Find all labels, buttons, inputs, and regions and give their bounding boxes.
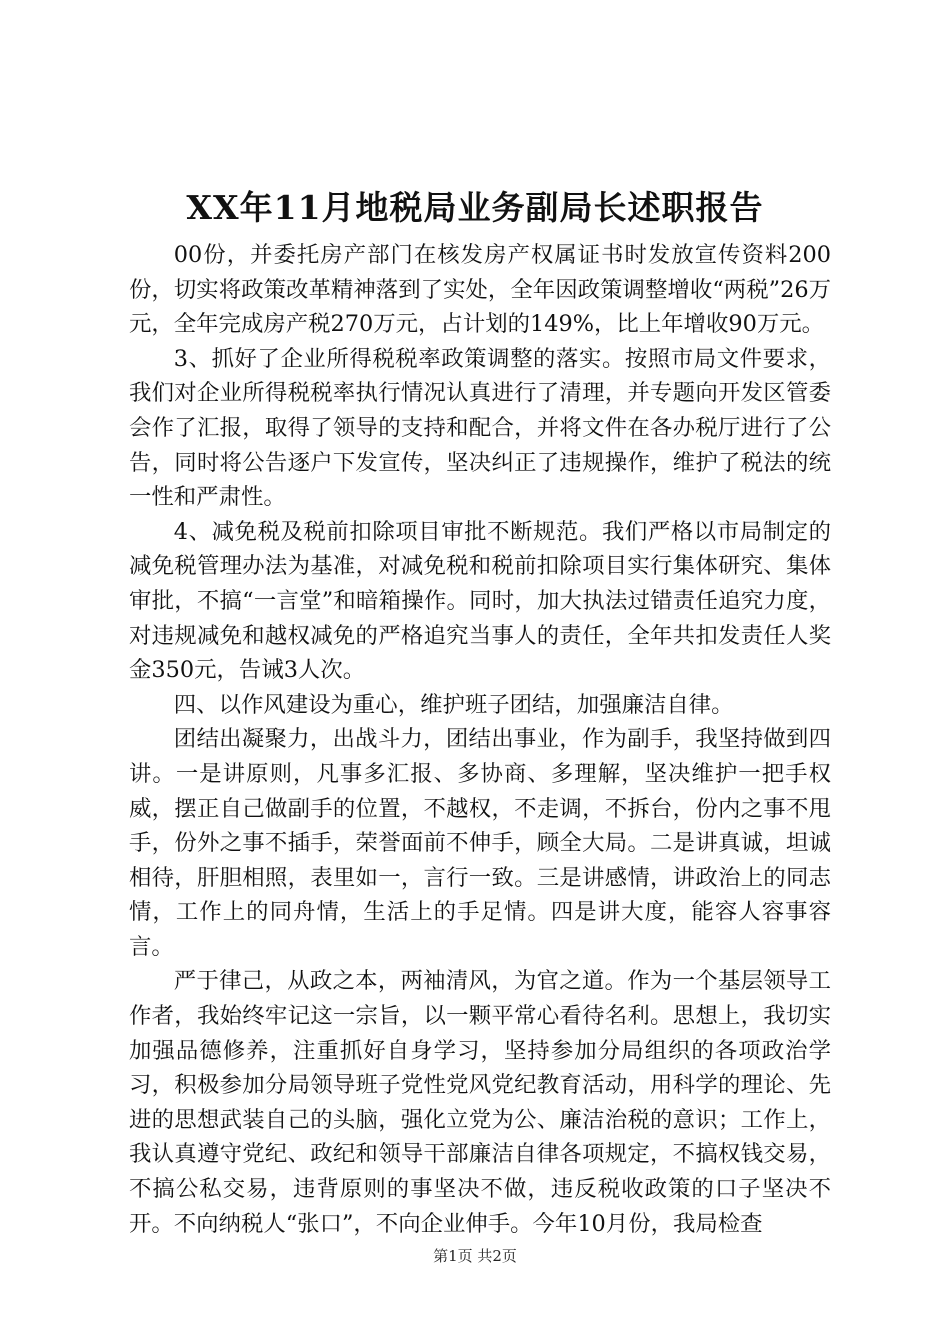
paragraph-self-discipline: 严于律己，从政之本，两袖清风，为官之道。作为一个基层领导工作者，我始终牢记这一宗旨，以一颗平常心看待名利。思想上，我切实加强品德修养，注重抓好自身学习，坚持参加分局组织的各项政治学习，积极参加分局领导班子党性党风党纪教育活动，用科学的理论、先进的思想武装自己的头脑，强化立党为公、廉洁治税的意识；工作上，我认真遵守党纪、政纪和领导干部廉洁自律各项规定，不搞权钱交易，不搞公私交易，违背原则的事坚决不做，违反税收政策的口子坚决不开。不向纳税人“张口”，不向企业伸手。今年10月份，我局检查 — [129, 968, 831, 1237]
paragraph-corporate-tax: 3、抓好了企业所得税税率政策调整的落实。按照市局文件要求，我们对企业所得税税率执行情况认真进行了清理，并专题向开发区管委会作了汇报，取得了领导的支持和配合，并将文件在各办税厅进行了公告，同时将公告逐户下发宣传，坚决纠正了违规操作，维护了税法的统一性和严肃性。 — [129, 345, 831, 511]
paragraph-tax-exemption: 4、减免税及税前扣除项目审批不断规范。我们严格以市局制定的减免税管理办法为基准，对减免税和税前扣除项目实行集体研究、集体审批，不搞“一言堂”和暗箱操作。同时，加大执法过错责任追究力度，对违规减免和越权减免的严格追究当事人的责任，全年共扣发责任人奖金350元，告诫3人次。 — [129, 518, 831, 684]
page-footer: 第1页 共2页 — [433, 1247, 517, 1265]
section-heading-four: 四、以作风建设为重心，维护班子团结，加强廉洁自律。 — [173, 691, 734, 718]
document-body — [129, 238, 831, 1241]
paragraph-continuation: 00份，并委托房产部门在核发房产权属证书时发放宣传资料200份，切实将政策改革精神落到了实处，全年因政策调整增收“两税”26万元，全年完成房产税270万元，占计划的149%，比上年增收90万元。 — [129, 242, 831, 338]
paragraph-unity: 团结出凝聚力，出战斗力，团结出事业，作为副手，我坚持做到四讲。一是讲原则，凡事多汇报、多协商、多理解，坚决维护一把手权威，摆正自己做副手的位置，不越权，不走调，不拆台，份内之事不甩手，份外之事不插手，荣誉面前不伸手，顾全大局。二是讲真诚，坦诚相待，肝胆相照，表里如一，言行一致。三是讲感情，讲政治上的同志情，工作上的同舟情，生活上的手足情。四是讲大度，能容人容事容言。 — [129, 726, 831, 960]
document-title: XX年11月地税局业务副局长述职报告 — [186, 188, 764, 227]
